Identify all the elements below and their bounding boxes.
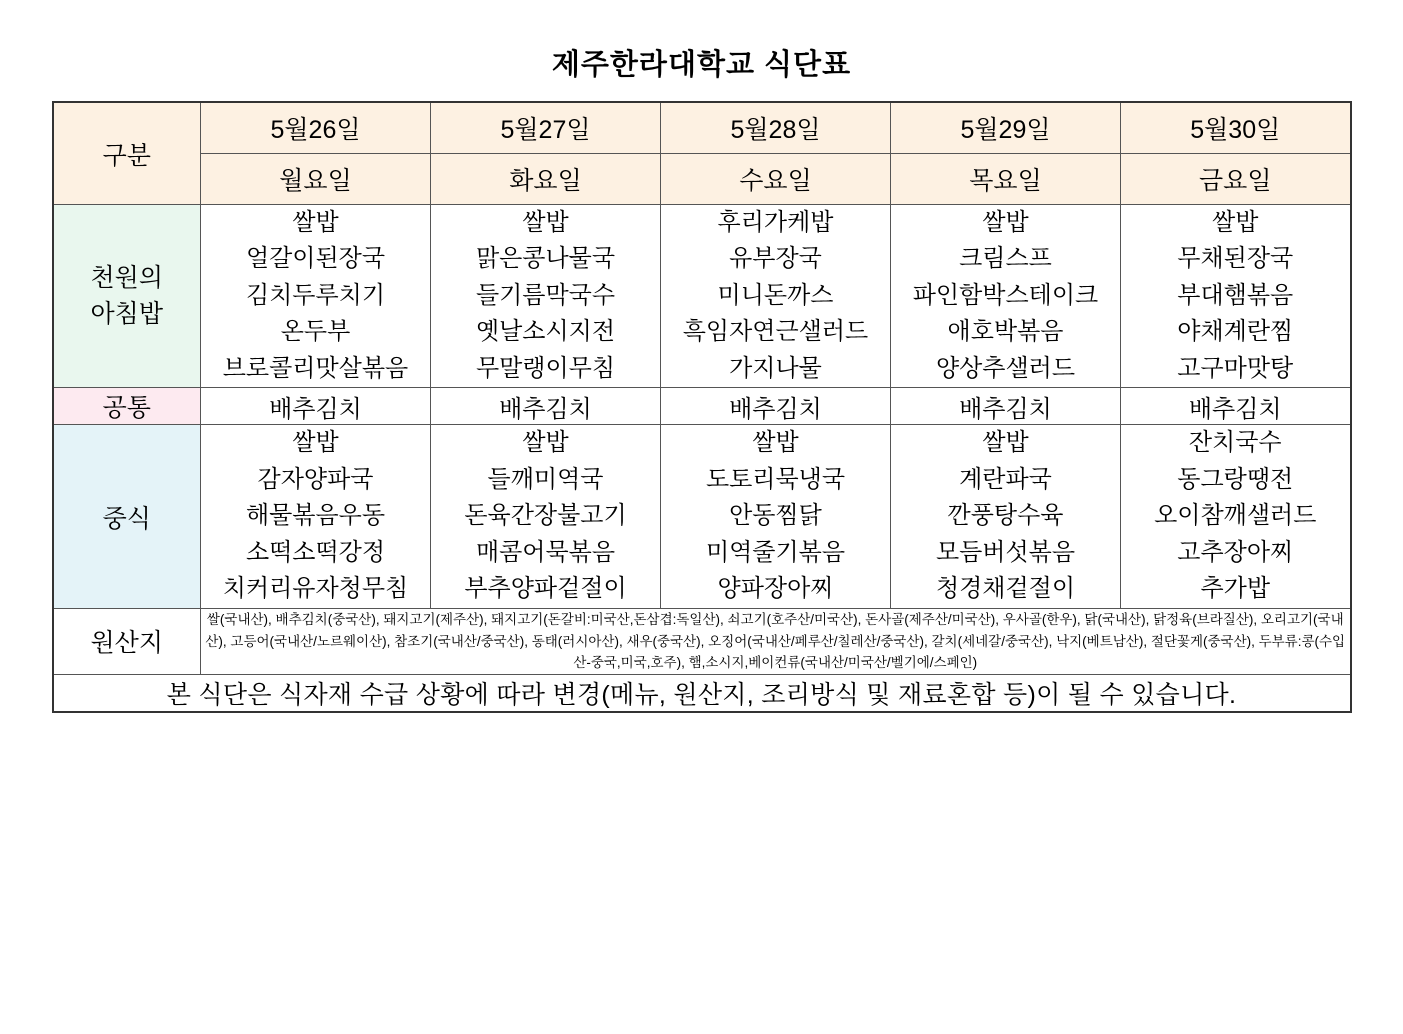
row-label-morning-line1: 천원의 [90, 263, 163, 292]
menu-item: 들기름막국수 [475, 281, 616, 309]
menu-item: 동그랑땡전 [1177, 465, 1294, 493]
menu-item: 흑임자연근샐러드 [682, 318, 869, 346]
header-dow-thu: 목요일 [891, 154, 1121, 205]
menu-item: 매콤어묵볶음 [475, 538, 616, 566]
lunch-cell-wed [661, 425, 891, 608]
menu-item: 김치두루치기 [245, 281, 386, 309]
menu-item: 유부장국 [729, 245, 822, 273]
header-date-mon: 5월26일 [201, 102, 431, 154]
menu-item: 미니돈까스 [717, 281, 834, 309]
menu-item: 추가밥 [1200, 575, 1271, 603]
header-date-fri: 5월30일 [1121, 102, 1351, 154]
lunch-cell-fri [1121, 425, 1351, 608]
common-cell-tue: 배추김치 [431, 388, 661, 425]
menu-item: 쌀밥 [982, 209, 1029, 236]
menu-item: 쌀밥 [982, 429, 1029, 457]
menu-item: 온두부 [280, 318, 351, 346]
menu-item: 미역줄기볶음 [705, 538, 846, 566]
morning-cell-fri [1121, 205, 1351, 388]
header-dow-wed: 수요일 [661, 154, 891, 205]
table-row-note [53, 675, 1351, 713]
menu-item: 오이참깨샐러드 [1154, 502, 1317, 530]
morning-cell-wed [661, 205, 891, 388]
menu-item: 잔치국수 [1188, 429, 1282, 457]
table-row-origin [53, 608, 1351, 675]
menu-item: 야채계란찜 [1177, 318, 1294, 346]
header-label-gubun: 구분 [53, 102, 201, 205]
menu-item: 애호박볶음 [947, 318, 1064, 346]
menu-item: 쌀밥 [292, 429, 339, 457]
lunch-cell-mon [201, 425, 431, 608]
menu-item: 옛날소시지전 [475, 318, 616, 346]
menu-item: 부추양파겉절이 [464, 575, 627, 603]
menu-item: 브로콜리맛살볶음 [222, 354, 409, 382]
menu-item: 얼갈이된장국 [245, 245, 386, 273]
menu-item: 무말랭이무침 [475, 354, 616, 382]
table-row-lunch [53, 425, 1351, 608]
menu-item: 해물볶음우동 [245, 502, 386, 530]
menu-item: 쌀밥 [292, 209, 339, 236]
menu-item: 쌀밥 [1212, 209, 1259, 236]
morning-cell-tue [431, 205, 661, 388]
common-cell-thu: 배추김치 [891, 388, 1121, 425]
row-label-origin: 원산지 [53, 608, 201, 675]
menu-item: 들깨미역국 [487, 465, 604, 493]
table-row-morning [53, 205, 1351, 388]
morning-cell-thu [891, 205, 1121, 388]
menu-item: 부대햄볶음 [1177, 281, 1294, 309]
menu-item: 감자양파국 [257, 465, 374, 493]
menu-item: 도토리묵냉국 [705, 465, 846, 493]
table-row-common [53, 388, 1351, 425]
menu-table [52, 101, 1352, 713]
header-dow-mon: 월요일 [201, 154, 431, 205]
header-date-wed: 5월28일 [661, 102, 891, 154]
menu-item: 소떡소떡강정 [245, 538, 386, 566]
menu-item: 무채된장국 [1177, 245, 1294, 273]
menu-item: 양파장아찌 [717, 575, 834, 603]
menu-document-page [0, 42, 1403, 1034]
row-label-morning-line2: 아침밥 [90, 300, 163, 329]
common-cell-fri: 배추김치 [1121, 388, 1351, 425]
menu-item: 고추장아찌 [1177, 538, 1294, 566]
menu-item: 가지나물 [729, 354, 822, 382]
row-label-common: 공통 [53, 388, 201, 425]
page-title: 제주한라대학교 식단표 [551, 49, 852, 81]
lunch-cell-thu [891, 425, 1121, 608]
menu-item: 맑은콩나물국 [475, 245, 616, 273]
menu-item: 쌀밥 [522, 429, 569, 457]
menu-item: 안동찜닭 [729, 502, 822, 530]
menu-item: 크림스프 [959, 245, 1052, 273]
morning-cell-mon [201, 205, 431, 388]
lunch-cell-tue [431, 425, 661, 608]
row-label-lunch: 중식 [53, 425, 201, 608]
menu-item: 모듬버섯볶음 [935, 538, 1076, 566]
menu-item: 쌀밥 [752, 429, 799, 457]
menu-item: 파인함박스테이크 [912, 281, 1099, 309]
note-text: 본 식단은 식자재 수급 상황에 따라 변경(메뉴, 원산지, 조리방식 및 재료혼합 등)이 될 수 있습니다. [53, 675, 1351, 713]
menu-item: 쌀밥 [522, 209, 569, 236]
table-header-dow-row [53, 154, 1351, 205]
menu-item: 깐풍탕수육 [947, 502, 1064, 530]
menu-item: 청경채겉절이 [935, 575, 1076, 603]
header-date-tue: 5월27일 [431, 102, 661, 154]
header-dow-fri: 금요일 [1121, 154, 1351, 205]
common-cell-mon: 배추김치 [201, 388, 431, 425]
menu-item: 돈육간장불고기 [464, 502, 627, 530]
menu-item: 치커리유자청무침 [222, 575, 409, 603]
origin-text: 쌀(국내산), 배추김치(중국산), 돼지고기(제주산), 돼지고기(돈갈비:미국산,돈삼겹:독일산), 쇠고기(호주산/미국산), 돈사골(제주산/미국산), 우사골(한우), 닭(국내산), 닭정육(브라질산), 오리고기(국내산), 고등어(국내산/노르웨이산), 참조기(국내산/중국산), 동태(러시아산), 새우(중국산), 오징어(국내산/페루산/칠레산/중국산), 갈치(세네갈/중국산), 낙지(베트남산), 절단꽃게(중국산), 두부류:콩(수입산-중국,미국,호주), 햄,소시지,베이컨류(국내산/미국산/벨기에/스페인) [201, 608, 1351, 675]
header-date-thu: 5월29일 [891, 102, 1121, 154]
common-cell-wed: 배추김치 [661, 388, 891, 425]
menu-item: 계란파국 [959, 465, 1052, 493]
menu-item: 후리가케밥 [717, 209, 834, 236]
header-dow-tue: 화요일 [431, 154, 661, 205]
row-label-morning [53, 205, 201, 388]
menu-item: 고구마맛탕 [1177, 354, 1294, 382]
table-header-date-row [53, 102, 1351, 154]
menu-item: 양상추샐러드 [935, 354, 1076, 382]
